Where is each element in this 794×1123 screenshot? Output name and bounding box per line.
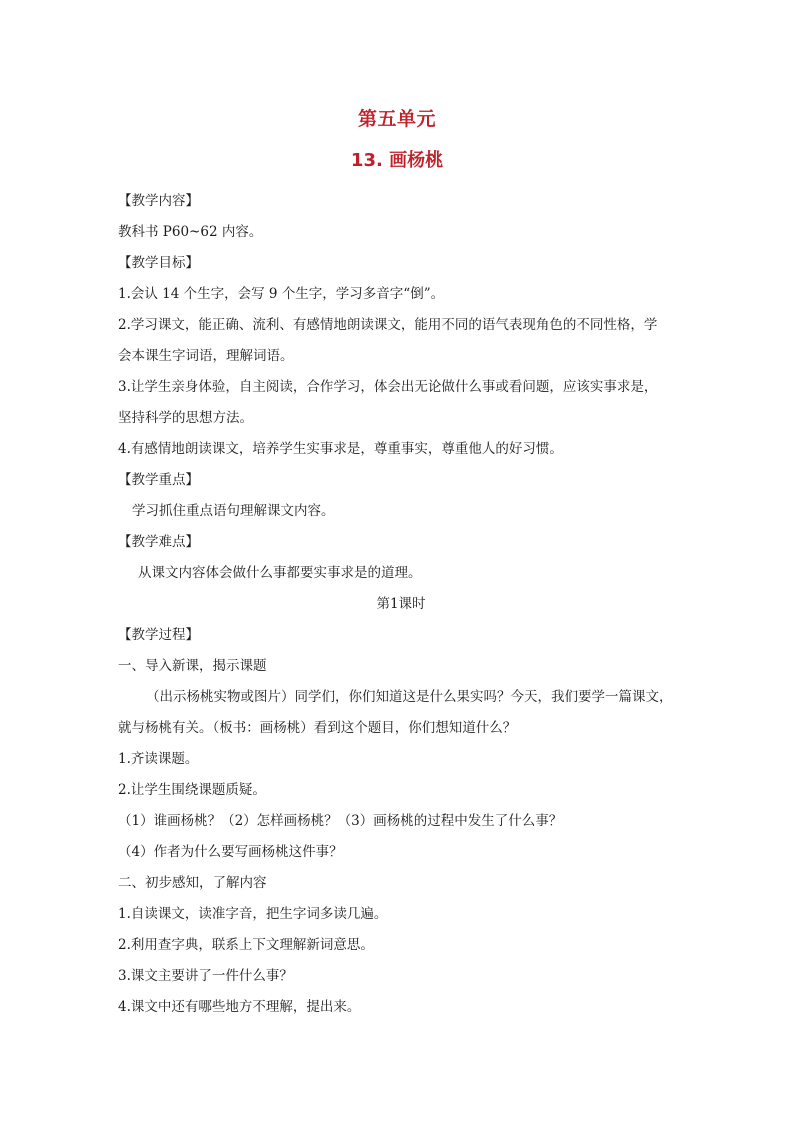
- step-1-paragraph-line-1: （出示杨桃实物或图片）同学们，你们知道这是什么果实吗？今天，我们要学一篇课文，: [146, 689, 673, 705]
- step-1-paragraph-line-2: 就与杨桃有关。（板书：画杨桃）看到这个题目，你们想知道什么？: [118, 720, 517, 736]
- step-2-item-2: 2.利用查字典，联系上下文理解新词意思。: [118, 937, 374, 953]
- goal-4: 4.有感情地朗读课文，培养学生实事求是，尊重事实，尊重他人的好习惯。: [118, 441, 563, 457]
- step-1-questions-1: （1）谁画杨桃？（2）怎样画杨桃？（3）画杨桃的过程中发生了什么事？: [118, 813, 563, 829]
- content-text: 教科书 P60~62 内容。: [118, 224, 263, 240]
- key-points-text: 学习抓住重点语句理解课文内容。: [132, 503, 335, 519]
- lesson-title: 13. 画杨桃: [350, 150, 444, 171]
- goal-2-line-2: 会本课生字词语，理解词语。: [118, 348, 294, 364]
- section-heading-process: 【教学过程】: [118, 627, 199, 643]
- difficulties-text: 从课文内容体会做什么事都要实事求是的道理。: [138, 565, 422, 581]
- step-2-item-1: 1.自读课文，读准字音，把生字词多读几遍。: [118, 906, 388, 922]
- step-2-item-4: 4.课文中还有哪些地方不理解，提出来。: [118, 999, 361, 1015]
- goal-3-line-1: 3.让学生亲身体验，自主阅读，合作学习，体会出无论做什么事或看问题，应该实事求是，: [118, 379, 658, 395]
- document-body: [118, 186, 684, 1023]
- step-1-questions-2: （4）作者为什么要写画杨桃这件事？: [118, 844, 343, 860]
- goal-1: 1.会认 14 个生字，会写 9 个生字，学习多音字“倒”。: [118, 286, 445, 302]
- section-heading-difficulties: 【教学难点】: [118, 534, 199, 550]
- step-1-heading: 一、导入新课，揭示课题: [118, 658, 267, 674]
- step-1-item-2: 2.让学生围绕课题质疑。: [118, 782, 266, 798]
- section-heading-goals: 【教学目标】: [118, 255, 199, 271]
- step-1-item-1: 1.齐读课题。: [118, 751, 199, 767]
- step-2-item-3: 3.课文主要讲了一件什么事？: [118, 968, 293, 984]
- section-heading-content: 【教学内容】: [118, 193, 199, 209]
- unit-title: 第五单元: [357, 108, 436, 130]
- goal-3-line-2: 坚持科学的思想方法。: [118, 410, 253, 426]
- section-heading-key-points: 【教学重点】: [118, 472, 199, 488]
- step-2-heading: 二、初步感知，了解内容: [118, 875, 267, 891]
- period-label: 第1课时: [376, 596, 426, 612]
- goal-2-line-1: 2.学习课文，能正确、流利、有感情地朗读课文，能用不同的语气表现角色的不同性格，学: [118, 317, 658, 333]
